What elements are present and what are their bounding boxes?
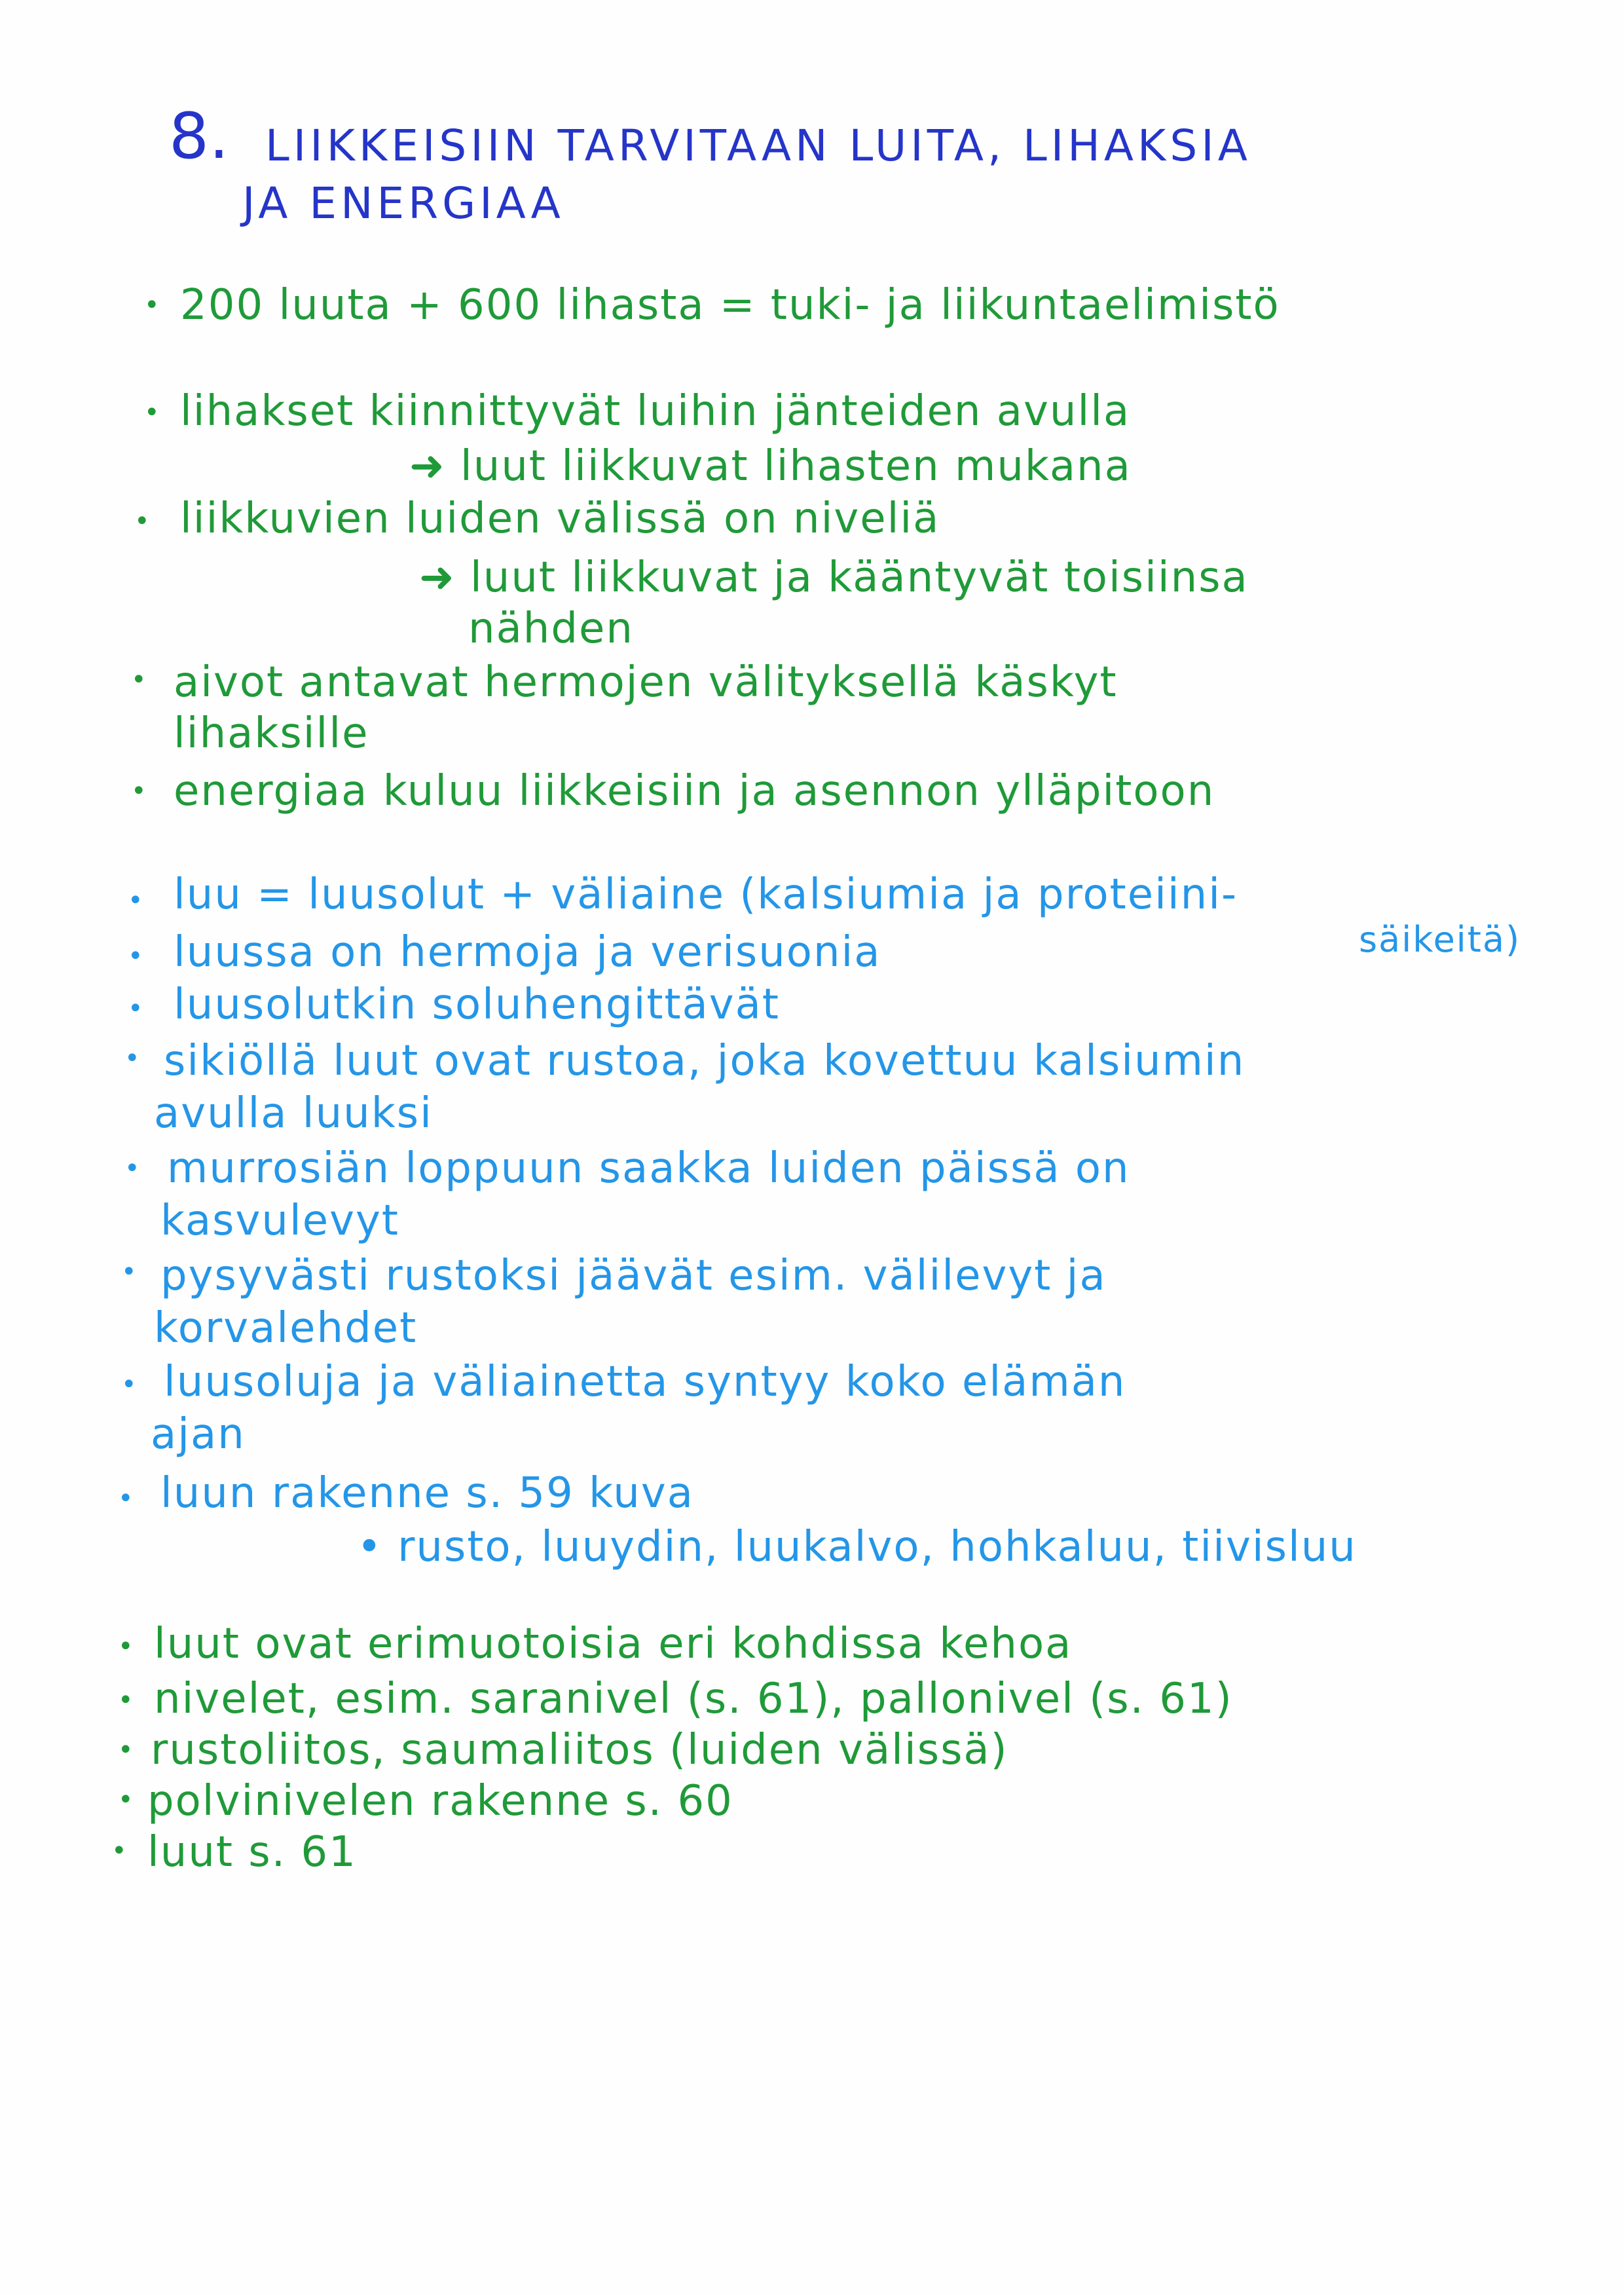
title-line-2: JA ENERGIAA (242, 178, 564, 229)
note-line-continued: korvalehdet (154, 1304, 418, 1353)
bullet: • (144, 290, 160, 320)
bullet: • (121, 1257, 137, 1287)
note-line-continued: avulla luuksi (154, 1089, 433, 1138)
bullet: • (118, 1632, 134, 1662)
note-line: luusolutkin soluhengittävät (174, 980, 780, 1029)
title-line-1: LIIKKEISIIN TARVITAAN LUITA, LIHAKSIA (265, 121, 1251, 171)
bullet: • (124, 1153, 140, 1184)
bullet: • (111, 1836, 127, 1866)
bullet: • (144, 398, 160, 428)
bullet: • (134, 506, 150, 536)
note-line: energiaa kuluu liikkeisiin ja asennon ylläpitoon (174, 767, 1215, 815)
note-line-arrow: ➜ luut liikkuvat lihasten mukana (409, 442, 1132, 491)
note-line: luut ovat erimuotoisia eri kohdissa kehoa (154, 1620, 1073, 1668)
bullet: • (118, 1785, 134, 1815)
bullet: • (131, 776, 147, 806)
note-line: murrosiän loppuun saakka luiden päissä on (167, 1144, 1130, 1193)
note-line-continued: kasvulevyt (160, 1197, 399, 1245)
note-line-continued: ajan (151, 1410, 246, 1459)
note-line: luusoluja ja väliainetta syntyy koko elämän (164, 1358, 1126, 1406)
note-line: luu = luusolut + väliaine (kalsiumia ja proteiini- (174, 870, 1238, 919)
note-line-continued: nähden (468, 605, 634, 653)
bullet: • (128, 886, 143, 916)
note-line: sikiöllä luut ovat rustoa, joka kovettuu kalsiumin (164, 1037, 1246, 1085)
bullet: • (124, 1043, 140, 1073)
note-line: 200 luuta + 600 lihasta = tuki- ja liikuntaelimistö (180, 281, 1280, 329)
note-line-arrow: ➜ luut liikkuvat ja kääntyvät toisiinsa (419, 553, 1249, 602)
bullet: • (121, 1370, 137, 1400)
bullet: • (118, 1735, 134, 1765)
title-number: 8. (169, 100, 229, 173)
note-line: pysyvästi rustoksi jäävät esim. välilevyt ja (160, 1252, 1107, 1300)
note-line: aivot antavat hermojen välityksellä käskyt (174, 658, 1118, 707)
note-line-continued: säikeitä) (1359, 919, 1521, 960)
note-line: luussa on hermoja ja verisuonia (174, 928, 881, 977)
note-line: polvinivelen rakenne s. 60 (147, 1777, 733, 1825)
bullet: • (131, 665, 147, 695)
note-line: luun rakenne s. 59 kuva (160, 1469, 694, 1518)
bullet: • (118, 1685, 134, 1715)
note-line-sub: • rusto, luuydin, luukalvo, hohkaluu, tiivisluu (357, 1523, 1357, 1571)
bullet: • (128, 994, 143, 1024)
bullet: • (118, 1483, 134, 1514)
note-line: rustoliitos, saumaliitos (luiden välissä) (151, 1726, 1008, 1774)
note-line: nivelet, esim. saranivel (s. 61), pallonivel (s. 61) (154, 1675, 1233, 1723)
bullet: • (128, 941, 143, 971)
note-line: luut s. 61 (147, 1828, 357, 1876)
note-line: lihakset kiinnittyvät luihin jänteiden avulla (180, 387, 1131, 436)
note-line-continued: lihaksille (174, 709, 369, 758)
note-line: liikkuvien luiden välissä on niveliä (180, 494, 940, 543)
